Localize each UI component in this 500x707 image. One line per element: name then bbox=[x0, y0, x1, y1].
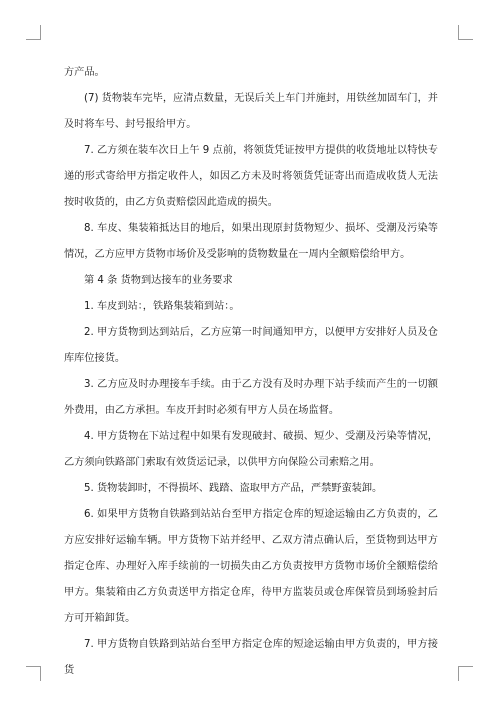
crop-mark-top-right bbox=[458, 25, 473, 40]
paragraph-item-2: 2. 甲方货物到达到站后，乙方应第一时间通知甲方，以便甲方安排好人员及仓库库位接货。 bbox=[64, 327, 438, 364]
crop-mark-top-left bbox=[26, 25, 41, 40]
crop-mark-bottom-left bbox=[26, 666, 41, 681]
paragraph-item-3: 3. 乙方应及时办理接车手续。由于乙方没有及时办理下站手续而产生的一切额外费用，由乙方承担。车皮开封时必须有甲方人员在场监督。 bbox=[64, 379, 438, 416]
paragraph-loading-complete: (7) 货物装车完毕，应清点数量，无误后关上车门并施封，用铁丝加固车门，并及时将车号、封号报给甲方。 bbox=[64, 93, 438, 130]
paragraph-continuation: 方产品。 bbox=[64, 67, 105, 78]
paragraph-clause-7: 7. 乙方须在装车次日上午 9 点前，将领货凭证按甲方提供的收货地址以特快专递的形式寄给甲方指定收件人，如因乙方未及时将领货凭证寄出而造成收货人无法按时收货的，由乙方负责赔偿因此造成的损失。 bbox=[64, 145, 438, 208]
section-heading-article-4: 第 4 条 货物到达接车的业务要求 bbox=[84, 275, 233, 286]
paragraph-item-6: 6. 如果甲方货物自铁路到站站台至甲方指定仓库的短途运输由乙方负责的，乙方应安排好运输车辆。甲方货物下站并经甲、乙双方清点确认后，至货物到达甲方指定仓库、办理好入库手续前的一切损失由乙方负责按甲方货物市场价全额赔偿给甲方。集装箱由乙方负责送甲方指定仓库，待甲方监装员或仓库保管员到场验封后方可开箱卸货。 bbox=[64, 509, 438, 624]
paragraph-item-4: 4. 甲方货物在下站过程中如果有发现破封、破损、短少、受潮及污染等情况，乙方须向铁路部门索取有效货运记录，以供甲方向保险公司索赔之用。 bbox=[64, 431, 438, 468]
paragraph-item-1: 1. 车皮到站：，铁路集装箱到站：。 bbox=[84, 301, 240, 312]
paragraph-item-5: 5. 货物装卸时，不得损坏、践踏、盗取甲方产品，严禁野蛮装卸。 bbox=[84, 483, 383, 494]
crop-mark-bottom-right bbox=[458, 666, 473, 681]
paragraph-clause-8: 8. 车皮、集装箱抵达目的地后，如果出现原封货物短少、损坏、受潮及污染等情况，乙方应甲方货物市场价及受影响的货物数量在一周内全额赔偿给甲方。 bbox=[64, 223, 438, 260]
document-body bbox=[64, 60, 438, 684]
paragraph-item-7: 7. 甲方货物自铁路到站站台至甲方指定仓库的短途运输由甲方负责的，甲方接货 bbox=[64, 639, 438, 676]
